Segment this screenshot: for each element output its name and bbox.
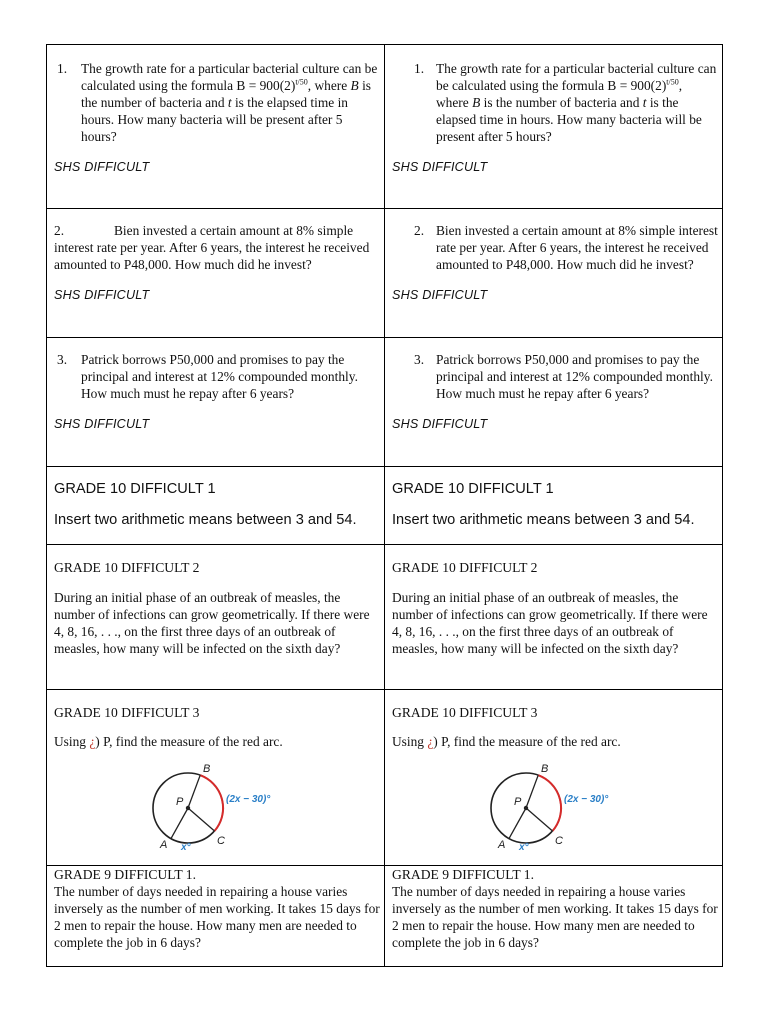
- question-3: [392, 351, 718, 402]
- question-number: 3.: [57, 352, 68, 367]
- card-g10d2-right: [385, 545, 723, 690]
- label-c: C: [217, 835, 225, 847]
- difficulty-tag: SHS DIFFICULT: [392, 288, 488, 302]
- label-c: C: [555, 835, 563, 847]
- card-q1-right: [385, 45, 723, 209]
- difficulty-tag: SHS DIFFICULT: [392, 417, 488, 431]
- card-g10d3-right: [385, 690, 723, 866]
- label-b: B: [203, 763, 211, 775]
- question-text: During an initial phase of an outbreak of measles, the number of infections can grow geometrically. If there were 4, 8, 16, . . ., on the first three days of an outbreak of measles, how many will be infected on the sixth day?: [54, 590, 370, 656]
- card-heading: GRADE 10 DIFFICULT 2: [54, 560, 200, 575]
- card-heading: GRADE 10 DIFFICULT 1: [392, 481, 554, 497]
- arc-expression: (2x − 30)°: [564, 794, 609, 805]
- question-number: 1.: [57, 61, 68, 76]
- question-text: The growth rate for a particular bacterial culture can be calculated using the formula $B = 900(2)^{t/50}$, where B is the number of bacteria and t is the elapsed time in hours. How many bacteria will be present after 5 hours?: [436, 61, 717, 144]
- radius-pa: [509, 808, 526, 839]
- question-text: During an initial phase of an outbreak of measles, the number of infections can grow geometrically. If there were 4, 8, 16, . . ., on the first three days of an outbreak of measles, how many will be infected on the sixth day?: [392, 590, 708, 656]
- radius-pb: [526, 775, 538, 808]
- question-number: 3.: [414, 352, 425, 367]
- difficulty-tag: SHS DIFFICULT: [392, 160, 488, 174]
- question-text: Patrick borrows P50,000 and promises to pay the principal and interest at 12% compounded monthly. How much must he repay after 6 years?: [436, 352, 713, 401]
- red-arc: [538, 775, 561, 831]
- card-q3-right: [385, 338, 723, 467]
- radius-pb: [188, 775, 200, 808]
- card-heading: GRADE 9 DIFFICULT 1.: [54, 867, 196, 882]
- card-q2-right: [385, 209, 723, 338]
- red-arc: [200, 775, 223, 831]
- question-text: The number of days needed in repairing a house varies inversely as the number of men working. It takes 15 days for 2 men to repair the house. How many men are needed to complete the job in 6 days?: [54, 884, 380, 950]
- label-p: P: [176, 796, 184, 808]
- question-number: 2.: [414, 223, 425, 238]
- label-p: P: [514, 796, 522, 808]
- question-cards-table: [46, 44, 723, 967]
- card-heading: GRADE 10 DIFFICULT 1: [54, 481, 216, 497]
- question-text: Using ¿) P, find the measure of the red arc.: [54, 734, 283, 749]
- difficulty-tag: SHS DIFFICULT: [54, 417, 150, 431]
- question-text: The growth rate for a particular bacterial culture can be calculated using the formula $B = 900(2)^{t/50}$, where B is the number of bacteria and t is the elapsed time in hours. How many bacteria will be present after 5 hours?: [81, 61, 378, 144]
- card-q1-left: [47, 45, 385, 209]
- card-heading: GRADE 9 DIFFICULT 1.: [392, 867, 534, 882]
- circle-arc-figure: [477, 762, 617, 850]
- question-2: [392, 222, 718, 273]
- label-b: B: [541, 763, 549, 775]
- center-point: [186, 806, 190, 810]
- question-text: Bien invested a certain amount at 8% simple interest rate per year. After 6 years, the interest he received amounted to P48,000. How much did he invest?: [436, 223, 718, 272]
- label-a: A: [160, 839, 168, 850]
- question-text: Insert two arithmetic means between 3 and 54.: [54, 512, 357, 528]
- card-g10d2-left: [47, 545, 385, 690]
- question-text: Patrick borrows P50,000 and promises to pay the principal and interest at 12% compounded monthly. How much must he repay after 6 years?: [81, 352, 358, 401]
- card-q3-left: [47, 338, 385, 467]
- question-1: [54, 60, 380, 145]
- question-number: 2.: [54, 223, 65, 238]
- card-g10d1-left: [47, 467, 385, 545]
- card-heading: GRADE 10 DIFFICULT 3: [392, 705, 538, 720]
- question-2: [54, 222, 380, 273]
- label-a: A: [498, 839, 506, 850]
- circle-arc-figure: [139, 762, 279, 850]
- question-3: [54, 351, 380, 402]
- card-g9d1-right: [385, 866, 723, 967]
- difficulty-tag: SHS DIFFICULT: [54, 288, 150, 302]
- card-g10d1-right: [385, 467, 723, 545]
- radius-pc: [188, 808, 215, 831]
- difficulty-tag: SHS DIFFICULT: [54, 160, 150, 174]
- radius-pc: [526, 808, 553, 831]
- card-heading: GRADE 10 DIFFICULT 2: [392, 560, 538, 575]
- question-text: Insert two arithmetic means between 3 and 54.: [392, 512, 695, 528]
- card-g9d1-left: [47, 866, 385, 967]
- question-text: Bien invested a certain amount at 8% simple interest rate per year. After 6 years, the interest he received amounted to P48,000. How much did he invest?: [54, 223, 370, 272]
- question-text: The number of days needed in repairing a house varies inversely as the number of men working. It takes 15 days for 2 men to repair the house. How many men are needed to complete the job in 6 days?: [392, 884, 718, 950]
- angle-expression: x°: [181, 842, 191, 850]
- arc-expression: (2x − 30)°: [226, 794, 271, 805]
- card-g10d3-left: [47, 690, 385, 866]
- center-point: [524, 806, 528, 810]
- radius-pa: [171, 808, 188, 839]
- question-1: [392, 60, 718, 145]
- question-number: 1.: [414, 61, 425, 76]
- angle-expression: x°: [519, 842, 529, 850]
- card-heading: GRADE 10 DIFFICULT 3: [54, 705, 200, 720]
- question-text: Using ¿) P, find the measure of the red arc.: [392, 734, 621, 749]
- card-q2-left: [47, 209, 385, 338]
